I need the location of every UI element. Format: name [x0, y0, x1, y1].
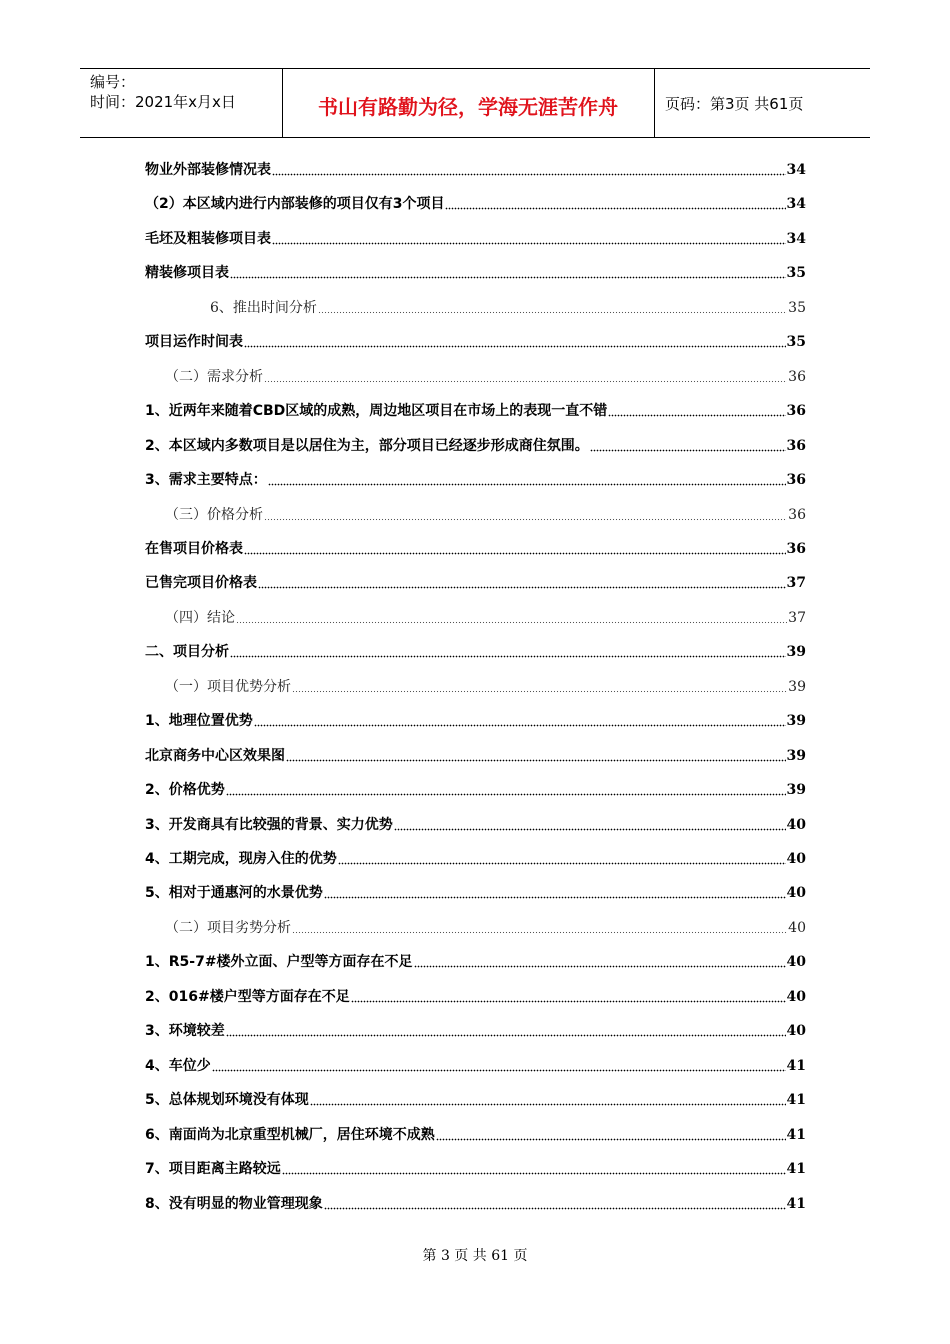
- toc-entry-page-number: 41: [786, 1092, 806, 1108]
- header-page-info: 页码：第3页 共61页: [665, 95, 804, 113]
- toc-leader-dots: [230, 276, 786, 279]
- toc-entry-title: 8、没有明显的物业管理现象: [145, 1196, 323, 1212]
- toc-entry-title: 6、南面尚为北京重型机械厂，居住环境不成熟: [145, 1127, 435, 1143]
- toc-entry-page-number: 36: [786, 472, 806, 488]
- toc-entry-title: 3、需求主要特点：: [145, 472, 267, 488]
- toc-entry-page-number: 39: [786, 748, 806, 764]
- toc-entry-title: 7、项目距离主路较远: [145, 1161, 281, 1177]
- toc-entry[interactable]: [145, 192, 806, 214]
- toc-entry[interactable]: [145, 950, 806, 972]
- toc-entry-page-number: 40: [788, 920, 806, 936]
- toc-leader-dots: [268, 483, 786, 486]
- toc-leader-dots: [445, 207, 785, 210]
- toc-entry[interactable]: [145, 881, 806, 903]
- toc-entry-page-number: 37: [786, 575, 806, 591]
- toc-leader-dots: [324, 1207, 786, 1210]
- toc-entry-title: 5、相对于通惠河的水景优势: [145, 885, 323, 901]
- toc-entry[interactable]: [145, 744, 806, 766]
- toc-entry[interactable]: [145, 1088, 806, 1110]
- toc-entry-page-number: 40: [786, 851, 806, 867]
- document-number-label: 编号：: [90, 73, 136, 91]
- toc-entry-title: （三）价格分析: [165, 507, 263, 523]
- toc-leader-dots: [244, 345, 786, 348]
- toc-entry[interactable]: [145, 1192, 806, 1214]
- toc-leader-dots: [264, 518, 787, 521]
- toc-entry-page-number: 34: [786, 231, 806, 247]
- toc-entry[interactable]: [145, 537, 806, 559]
- toc-entry-page-number: 39: [786, 782, 806, 798]
- toc-entry-title: 2、本区域内多数项目是以居住为主，部分项目已经逐步形成商住氛围。: [145, 438, 589, 454]
- toc-leader-dots: [230, 655, 786, 658]
- toc-leader-dots: [338, 862, 786, 865]
- toc-entry[interactable]: [145, 158, 806, 180]
- toc-leader-dots: [292, 690, 787, 693]
- toc-leader-dots: [318, 311, 787, 314]
- toc-entry[interactable]: [145, 778, 806, 800]
- toc-entry[interactable]: [145, 813, 806, 835]
- toc-entry-page-number: 35: [786, 334, 806, 350]
- toc-entry-title: 3、开发商具有比较强的背景、实力优势: [145, 817, 393, 833]
- toc-entry[interactable]: [165, 916, 806, 938]
- toc-entry-title: 物业外部装修情况表: [145, 162, 271, 178]
- toc-entry[interactable]: [145, 227, 806, 249]
- toc-leader-dots: [351, 1000, 786, 1003]
- toc-entry-page-number: 39: [786, 713, 806, 729]
- toc-entry-page-number: 36: [788, 369, 806, 385]
- toc-entry-page-number: 40: [786, 1023, 806, 1039]
- toc-entry-page-number: 41: [786, 1161, 806, 1177]
- toc-entry-title: 二、项目分析: [145, 644, 229, 660]
- toc-entry-page-number: 35: [786, 265, 806, 281]
- toc-leader-dots: [258, 586, 786, 589]
- toc-entry[interactable]: [165, 503, 806, 525]
- toc-entry-title: 2、价格优势: [145, 782, 225, 798]
- toc-entry-page-number: 40: [786, 989, 806, 1005]
- toc-leader-dots: [608, 414, 785, 417]
- toc-entry-page-number: 41: [786, 1196, 806, 1212]
- toc-entry-title: 2、016#楼户型等方面存在不足: [145, 989, 350, 1005]
- header-motto: 书山有路勤为径，学海无涯苦作舟: [318, 95, 618, 119]
- toc-entry[interactable]: [145, 1054, 806, 1076]
- toc-entry-title: 3、环境较差: [145, 1023, 225, 1039]
- toc-entry-title: 精装修项目表: [145, 265, 229, 281]
- toc-entry-page-number: 40: [786, 885, 806, 901]
- toc-leader-dots: [272, 242, 786, 245]
- toc-entry-title: 1、地理位置优势: [145, 713, 253, 729]
- toc-entry-title: 北京商务中心区效果图: [145, 748, 285, 764]
- toc-leader-dots: [254, 724, 786, 727]
- toc-entry-title: 5、总体规划环境没有体现: [145, 1092, 309, 1108]
- toc-leader-dots: [282, 1172, 786, 1175]
- toc-leader-dots: [394, 828, 786, 831]
- toc-leader-dots: [212, 1069, 786, 1072]
- toc-leader-dots: [272, 173, 786, 176]
- toc-entry-page-number: 36: [788, 507, 806, 523]
- toc-entry[interactable]: [145, 468, 806, 490]
- toc-entry-title: 1、R5-7#楼外立面、户型等方面存在不足: [145, 954, 413, 970]
- toc-leader-dots: [590, 449, 786, 452]
- toc-entry-title: 6、推出时间分析: [210, 300, 317, 316]
- toc-leader-dots: [292, 931, 787, 934]
- toc-entry-page-number: 36: [786, 541, 806, 557]
- toc-leader-dots: [236, 621, 787, 624]
- page-footer: 第 3 页 共 61 页: [422, 1248, 528, 1264]
- toc-leader-dots: [226, 793, 786, 796]
- toc-entry[interactable]: [145, 261, 806, 283]
- toc-entry-title: （一）项目优势分析: [165, 679, 291, 695]
- toc-entry-page-number: 41: [786, 1058, 806, 1074]
- toc-entry[interactable]: [145, 399, 806, 421]
- toc-entry-page-number: 39: [786, 644, 806, 660]
- toc-entry-page-number: 35: [788, 300, 806, 316]
- toc-leader-dots: [226, 1034, 786, 1037]
- toc-leader-dots: [324, 896, 786, 899]
- toc-leader-dots: [244, 552, 786, 555]
- toc-entry-title: 4、车位少: [145, 1058, 211, 1074]
- document-date: 时间：2021年x月x日: [90, 93, 236, 111]
- toc-entry[interactable]: [145, 640, 806, 662]
- toc-entry-page-number: 36: [786, 438, 806, 454]
- toc-entry-page-number: 40: [786, 817, 806, 833]
- toc-leader-dots: [436, 1138, 786, 1141]
- toc-leader-dots: [414, 965, 786, 968]
- toc-entry[interactable]: [145, 1123, 806, 1145]
- toc-entry[interactable]: [165, 675, 806, 697]
- toc-entry-title: 1、近两年来随着CBD区域的成熟，周边地区项目在市场上的表现一直不错: [145, 403, 608, 419]
- toc-entry[interactable]: [145, 330, 806, 352]
- toc-leader-dots: [286, 759, 786, 762]
- toc-entry[interactable]: [145, 985, 806, 1007]
- toc-entry[interactable]: [165, 365, 806, 387]
- toc-entry-title: 在售项目价格表: [145, 541, 243, 557]
- toc-leader-dots: [264, 380, 787, 383]
- toc-entry[interactable]: [145, 571, 806, 593]
- toc-entry-title: 毛坯及粗装修项目表: [145, 231, 271, 247]
- toc-entry-page-number: 37: [788, 610, 806, 626]
- toc-entry[interactable]: [210, 296, 806, 318]
- toc-entry-title: （二）需求分析: [165, 369, 263, 385]
- toc-entry[interactable]: [145, 1019, 806, 1041]
- toc-entry-page-number: 34: [786, 196, 806, 212]
- toc-entry-page-number: 39: [788, 679, 806, 695]
- toc-entry[interactable]: [165, 606, 806, 628]
- toc-entry[interactable]: [145, 434, 806, 456]
- toc-entry-page-number: 36: [786, 403, 806, 419]
- toc-entry[interactable]: [145, 709, 806, 731]
- toc-entry-title: 已售完项目价格表: [145, 575, 257, 591]
- toc-entry-page-number: 34: [786, 162, 806, 178]
- toc-entry-title: （2）本区域内进行内部装修的项目仅有3个项目: [145, 196, 445, 212]
- toc-entry[interactable]: [145, 1157, 806, 1179]
- toc-entry-title: （二）项目劣势分析: [165, 920, 291, 936]
- toc-entry-page-number: 41: [786, 1127, 806, 1143]
- toc-entry[interactable]: [145, 847, 806, 869]
- toc-entry-title: 4、工期完成，现房入住的优势: [145, 851, 337, 867]
- toc-entry-page-number: 40: [786, 954, 806, 970]
- toc-entry-title: 项目运作时间表: [145, 334, 243, 350]
- toc-leader-dots: [310, 1103, 786, 1106]
- toc-entry-title: （四）结论: [165, 610, 235, 626]
